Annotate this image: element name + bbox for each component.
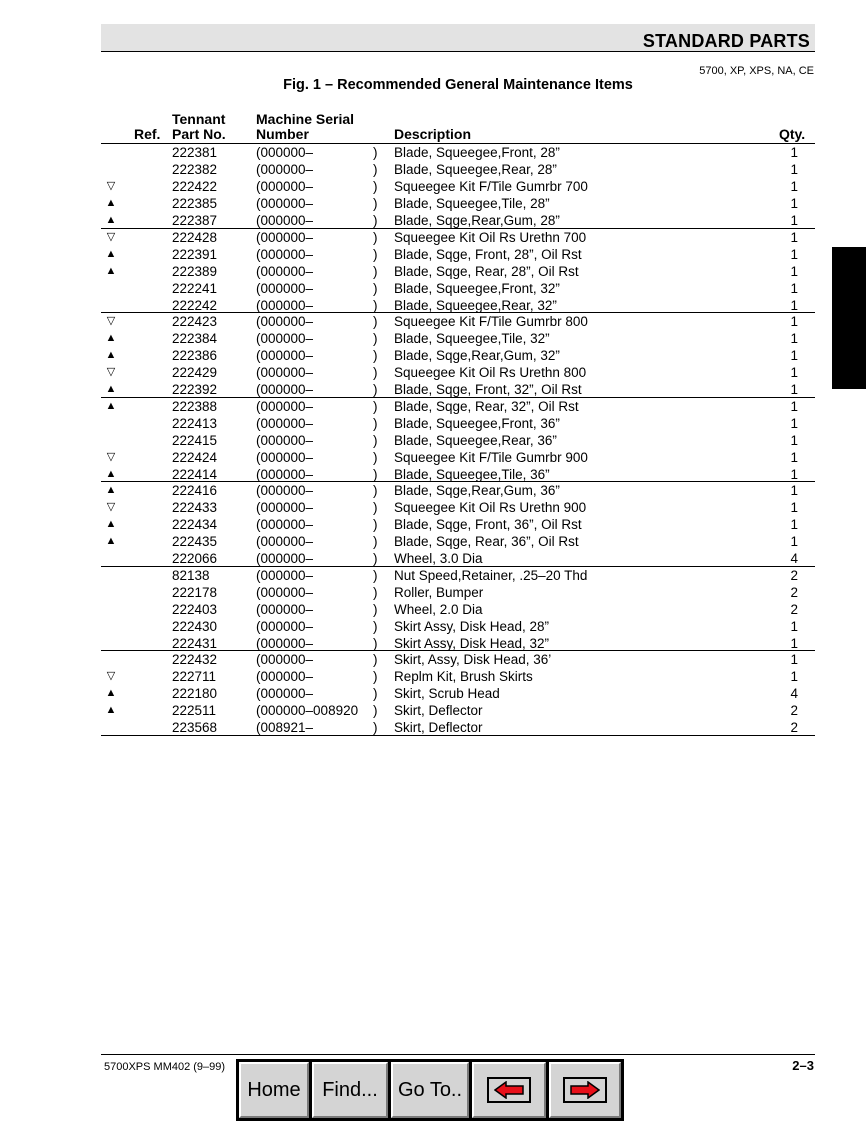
part-number: 222424 <box>172 449 218 465</box>
description: Wheel, 3.0 Dia <box>394 551 483 566</box>
description: Blade, Sqge,Rear,Gum, 28” <box>394 213 560 228</box>
table-row <box>101 178 815 195</box>
quantity: 1 <box>790 179 798 194</box>
part-number: 222387 <box>172 213 218 228</box>
quantity: 1 <box>790 449 798 465</box>
serial-number: (000000– <box>256 534 314 549</box>
table-row <box>101 533 815 550</box>
serial-close-paren: ) <box>373 280 378 296</box>
part-number: 222428 <box>172 229 218 245</box>
description: Blade, Sqge, Front, 36”, Oil Rst <box>394 517 582 532</box>
quantity: 1 <box>790 534 798 549</box>
description: Blade, Sqge, Rear, 32”, Oil Rst <box>394 398 579 414</box>
serial-close-paren: ) <box>373 179 378 194</box>
part-number: 222435 <box>172 534 218 549</box>
table-row <box>101 668 815 685</box>
quantity: 1 <box>790 669 798 684</box>
part-number: 222388 <box>172 398 218 414</box>
filled-triangle-icon: ▲ <box>105 518 117 530</box>
table-row <box>101 482 815 499</box>
open-triangle-icon: ▽ <box>106 670 116 682</box>
filled-triangle-icon: ▲ <box>105 264 117 277</box>
quantity: 1 <box>790 263 798 279</box>
quantity: 1 <box>790 297 798 313</box>
table-row <box>101 229 815 246</box>
serial-number: (000000– <box>256 246 314 262</box>
serial-number: (000000– <box>256 331 314 346</box>
footer-rule <box>101 1054 815 1055</box>
part-number: 222711 <box>172 669 217 684</box>
table-row <box>101 432 815 449</box>
part-number: 222423 <box>172 314 218 329</box>
quantity: 2 <box>790 601 798 617</box>
description: Blade, Squeegee,Front, 36” <box>394 415 560 431</box>
part-number: 222242 <box>172 297 218 313</box>
serial-number: (000000–008920 <box>256 703 359 718</box>
description: Blade, Sqge, Rear, 36”, Oil Rst <box>394 534 579 549</box>
description: Skirt, Assy, Disk Head, 36’ <box>394 652 552 667</box>
serial-close-paren: ) <box>373 551 378 566</box>
description: Nut Speed,Retainer, .25–20 Thd <box>394 567 588 583</box>
open-triangle-icon: ▽ <box>106 366 116 378</box>
quantity: 1 <box>790 229 798 245</box>
table-row <box>101 347 815 364</box>
col-head-serial-line1: Machine Serial <box>256 111 355 127</box>
next-page-button[interactable] <box>549 1062 621 1118</box>
table-row <box>101 584 815 601</box>
serial-close-paren: ) <box>373 314 378 329</box>
filled-triangle-icon: ▲ <box>105 704 117 716</box>
table-row <box>101 415 815 432</box>
part-number: 222386 <box>172 348 218 363</box>
quantity: 4 <box>790 686 798 701</box>
description: Blade, Squeegee,Tile, 28” <box>394 196 550 211</box>
description: Blade, Sqge, Front, 32”, Oil Rst <box>394 382 582 397</box>
part-number: 222511 <box>172 703 217 718</box>
serial-number: (000000– <box>256 348 314 363</box>
quantity: 1 <box>790 432 798 448</box>
serial-number: (000000– <box>256 398 314 414</box>
part-number: 222391 <box>172 246 218 262</box>
part-number: 222434 <box>172 517 218 532</box>
model-line: 5700, XP, XPS, NA, CE <box>699 65 814 77</box>
serial-close-paren: ) <box>373 263 378 279</box>
serial-close-paren: ) <box>373 382 378 397</box>
serial-close-paren: ) <box>373 297 378 313</box>
part-number: 222413 <box>172 415 218 431</box>
col-head-part-line1: Tennant <box>172 111 226 127</box>
table-row <box>101 297 815 314</box>
serial-close-paren: ) <box>373 618 378 634</box>
description: Blade, Squeegee,Tile, 32” <box>394 331 550 346</box>
serial-number: (000000– <box>256 686 314 701</box>
filled-triangle-icon: ▲ <box>105 383 117 395</box>
serial-close-paren: ) <box>373 635 378 651</box>
serial-number: (000000– <box>256 618 314 634</box>
serial-close-paren: ) <box>373 449 378 465</box>
serial-number: (000000– <box>256 432 314 448</box>
description: Blade, Sqge, Rear, 28”, Oil Rst <box>394 263 579 279</box>
parts-table <box>101 144 815 736</box>
serial-close-paren: ) <box>373 415 378 431</box>
description: Skirt Assy, Disk Head, 28” <box>394 618 550 634</box>
description: Replm Kit, Brush Skirts <box>394 669 533 684</box>
quantity: 1 <box>790 162 798 177</box>
part-number: 222414 <box>172 466 218 482</box>
part-number: 222180 <box>172 686 218 701</box>
serial-number: (000000– <box>256 652 314 667</box>
arrow-right-icon <box>563 1077 607 1103</box>
filled-triangle-icon: ▲ <box>105 332 117 344</box>
quantity: 2 <box>790 720 798 735</box>
table-row <box>101 618 815 635</box>
table-row <box>101 685 815 702</box>
table-row <box>101 212 815 229</box>
quantity: 1 <box>790 398 798 414</box>
col-head-serial-line2: Number <box>256 126 309 142</box>
description: Skirt, Deflector <box>394 703 483 718</box>
serial-number: (008921– <box>256 720 314 735</box>
nav-toolbar <box>236 1059 624 1121</box>
table-row <box>101 161 815 178</box>
description: Blade, Squeegee,Tile, 36” <box>394 466 550 482</box>
quantity: 2 <box>790 584 798 600</box>
serial-close-paren: ) <box>373 348 378 363</box>
part-number: 222429 <box>172 365 218 380</box>
quantity: 1 <box>790 652 798 667</box>
serial-number: (000000– <box>256 415 314 431</box>
footer-page-number: 2–3 <box>792 1058 814 1073</box>
serial-number: (000000– <box>256 601 314 617</box>
filled-triangle-icon: ▲ <box>105 399 117 412</box>
serial-number: (000000– <box>256 483 314 498</box>
serial-number: (000000– <box>256 584 314 600</box>
open-triangle-icon: ▽ <box>106 501 116 513</box>
description: Skirt, Deflector <box>394 720 483 735</box>
description: Skirt Assy, Disk Head, 32” <box>394 635 550 651</box>
description: Squeegee Kit Oil Rs Urethn 800 <box>394 365 587 380</box>
part-number: 222392 <box>172 382 218 397</box>
part-number: 222403 <box>172 601 218 617</box>
part-number: 222416 <box>172 483 218 498</box>
home-button[interactable]: Home <box>239 1062 309 1118</box>
filled-triangle-icon: ▲ <box>105 687 117 699</box>
serial-number: (000000– <box>256 635 314 651</box>
serial-close-paren: ) <box>373 246 378 262</box>
quantity: 1 <box>790 348 798 363</box>
quantity: 1 <box>790 246 798 262</box>
serial-number: (000000– <box>256 297 314 313</box>
serial-close-paren: ) <box>373 229 378 245</box>
filled-triangle-icon: ▲ <box>105 535 117 547</box>
open-triangle-icon: ▽ <box>106 315 116 327</box>
serial-close-paren: ) <box>373 652 378 667</box>
table-row <box>101 516 815 533</box>
filled-triangle-icon: ▲ <box>105 467 117 480</box>
serial-close-paren: ) <box>373 432 378 448</box>
part-number: 222431 <box>172 635 218 651</box>
table-row <box>101 550 815 567</box>
description: Wheel, 2.0 Dia <box>394 601 483 617</box>
serial-number: (000000– <box>256 365 314 380</box>
quantity: 1 <box>790 466 798 482</box>
serial-close-paren: ) <box>373 669 378 684</box>
serial-close-paren: ) <box>373 162 378 177</box>
description: Squeegee Kit F/Tile Gumrbr 800 <box>394 314 588 329</box>
table-row <box>101 702 815 719</box>
open-triangle-icon: ▽ <box>106 230 116 243</box>
col-head-part-line2: Part No. <box>172 126 226 142</box>
description: Roller, Bumper <box>394 584 484 600</box>
serial-number: (000000– <box>256 280 314 296</box>
col-head-ref: Ref. <box>134 126 161 142</box>
footer-doc-id: 5700XPS MM402 (9–99) <box>104 1061 226 1073</box>
description: Blade, Squeegee,Front, 32” <box>394 280 560 296</box>
figure-title: Fig. 1 – Recommended General Maintenance Items <box>283 77 633 93</box>
filled-triangle-icon: ▲ <box>105 484 117 496</box>
serial-close-paren: ) <box>373 584 378 600</box>
serial-close-paren: ) <box>373 145 378 160</box>
part-number: 222430 <box>172 618 218 634</box>
arrow-left-icon <box>487 1077 531 1103</box>
serial-number: (000000– <box>256 567 314 583</box>
table-row <box>101 144 815 161</box>
serial-number: (000000– <box>256 179 314 194</box>
quantity: 1 <box>790 635 798 651</box>
table-row <box>101 719 815 736</box>
quantity: 1 <box>790 483 798 498</box>
description: Blade, Squeegee,Front, 28” <box>394 145 560 160</box>
part-number: 222433 <box>172 500 218 515</box>
goto-button[interactable]: Go To.. <box>391 1062 469 1118</box>
quantity: 2 <box>790 567 798 583</box>
part-number: 222432 <box>172 652 218 667</box>
description: Blade, Sqge,Rear,Gum, 32” <box>394 348 560 363</box>
part-number: 222066 <box>172 551 218 566</box>
description: Squeegee Kit F/Tile Gumrbr 900 <box>394 449 588 465</box>
part-number: 223568 <box>172 720 218 735</box>
part-number: 222385 <box>172 196 218 211</box>
open-triangle-icon: ▽ <box>106 180 116 192</box>
serial-number: (000000– <box>256 314 314 329</box>
serial-close-paren: ) <box>373 196 378 211</box>
quantity: 1 <box>790 517 798 532</box>
quantity: 1 <box>790 382 798 397</box>
table-row <box>101 381 815 398</box>
table-row <box>101 195 815 212</box>
filled-triangle-icon: ▲ <box>105 214 117 226</box>
part-number: 222241 <box>172 280 218 296</box>
serial-number: (000000– <box>256 669 314 684</box>
serial-number: (000000– <box>256 382 314 397</box>
find-button[interactable]: Find... <box>312 1062 388 1118</box>
part-number: 222422 <box>172 179 218 194</box>
description: Squeegee Kit Oil Rs Urethn 700 <box>394 229 587 245</box>
table-row <box>101 651 815 668</box>
table-row <box>101 635 815 652</box>
open-triangle-icon: ▽ <box>106 450 116 463</box>
section-tab <box>832 247 866 389</box>
serial-close-paren: ) <box>373 365 378 380</box>
description: Blade, Sqge, Front, 28”, Oil Rst <box>394 246 582 262</box>
table-row <box>101 330 815 347</box>
serial-close-paren: ) <box>373 567 378 583</box>
table-row <box>101 280 815 297</box>
serial-close-paren: ) <box>373 466 378 482</box>
table-row <box>101 263 815 280</box>
table-row <box>101 313 815 330</box>
part-number: 222415 <box>172 432 218 448</box>
serial-close-paren: ) <box>373 534 378 549</box>
serial-close-paren: ) <box>373 331 378 346</box>
serial-number: (000000– <box>256 500 314 515</box>
section-title: STANDARD PARTS <box>642 31 810 51</box>
serial-close-paren: ) <box>373 500 378 515</box>
quantity: 1 <box>790 213 798 228</box>
table-row <box>101 398 815 415</box>
quantity: 2 <box>790 703 798 718</box>
prev-page-button[interactable] <box>472 1062 546 1118</box>
serial-close-paren: ) <box>373 703 378 718</box>
serial-number: (000000– <box>256 162 314 177</box>
table-row <box>101 499 815 516</box>
serial-number: (000000– <box>256 551 314 566</box>
part-number: 222381 <box>172 145 218 160</box>
serial-number: (000000– <box>256 466 314 482</box>
quantity: 1 <box>790 415 798 431</box>
part-number: 222384 <box>172 331 218 346</box>
col-head-serial <box>256 112 354 142</box>
serial-number: (000000– <box>256 263 314 279</box>
description: Blade, Squeegee,Rear, 36” <box>394 432 557 448</box>
serial-number: (000000– <box>256 517 314 532</box>
description: Squeegee Kit Oil Rs Urethn 900 <box>394 500 587 515</box>
description: Squeegee Kit F/Tile Gumrbr 700 <box>394 179 588 194</box>
quantity: 1 <box>790 280 798 296</box>
description: Skirt, Scrub Head <box>394 686 500 701</box>
serial-number: (000000– <box>256 449 314 465</box>
col-head-description: Description <box>394 126 472 142</box>
quantity: 1 <box>790 196 798 211</box>
col-head-qty: Qty. <box>779 126 806 142</box>
table-row <box>101 364 815 381</box>
table-row <box>101 567 815 584</box>
description: Blade, Squeegee,Rear, 28” <box>394 162 557 177</box>
part-number: 222389 <box>172 263 218 279</box>
serial-close-paren: ) <box>373 213 378 228</box>
quantity: 1 <box>790 618 798 634</box>
quantity: 1 <box>790 331 798 346</box>
part-number: 82138 <box>172 567 210 583</box>
filled-triangle-icon: ▲ <box>105 197 117 209</box>
quantity: 1 <box>790 500 798 515</box>
serial-number: (000000– <box>256 213 314 228</box>
quantity: 1 <box>790 314 798 329</box>
filled-triangle-icon: ▲ <box>105 247 117 260</box>
table-row <box>101 449 815 466</box>
serial-close-paren: ) <box>373 601 378 617</box>
filled-triangle-icon: ▲ <box>105 349 117 361</box>
quantity: 1 <box>790 145 798 160</box>
serial-close-paren: ) <box>373 686 378 701</box>
serial-number: (000000– <box>256 145 314 160</box>
serial-close-paren: ) <box>373 398 378 414</box>
description: Blade, Squeegee,Rear, 32” <box>394 297 557 313</box>
serial-number: (000000– <box>256 229 314 245</box>
serial-close-paren: ) <box>373 483 378 498</box>
table-row <box>101 466 815 483</box>
col-head-part <box>172 112 226 142</box>
quantity: 1 <box>790 365 798 380</box>
part-number: 222178 <box>172 584 218 600</box>
serial-close-paren: ) <box>373 720 378 735</box>
table-row <box>101 601 815 618</box>
quantity: 4 <box>790 551 798 566</box>
table-row <box>101 246 815 263</box>
part-number: 222382 <box>172 162 218 177</box>
description: Blade, Sqge,Rear,Gum, 36” <box>394 483 560 498</box>
serial-close-paren: ) <box>373 517 378 532</box>
serial-number: (000000– <box>256 196 314 211</box>
